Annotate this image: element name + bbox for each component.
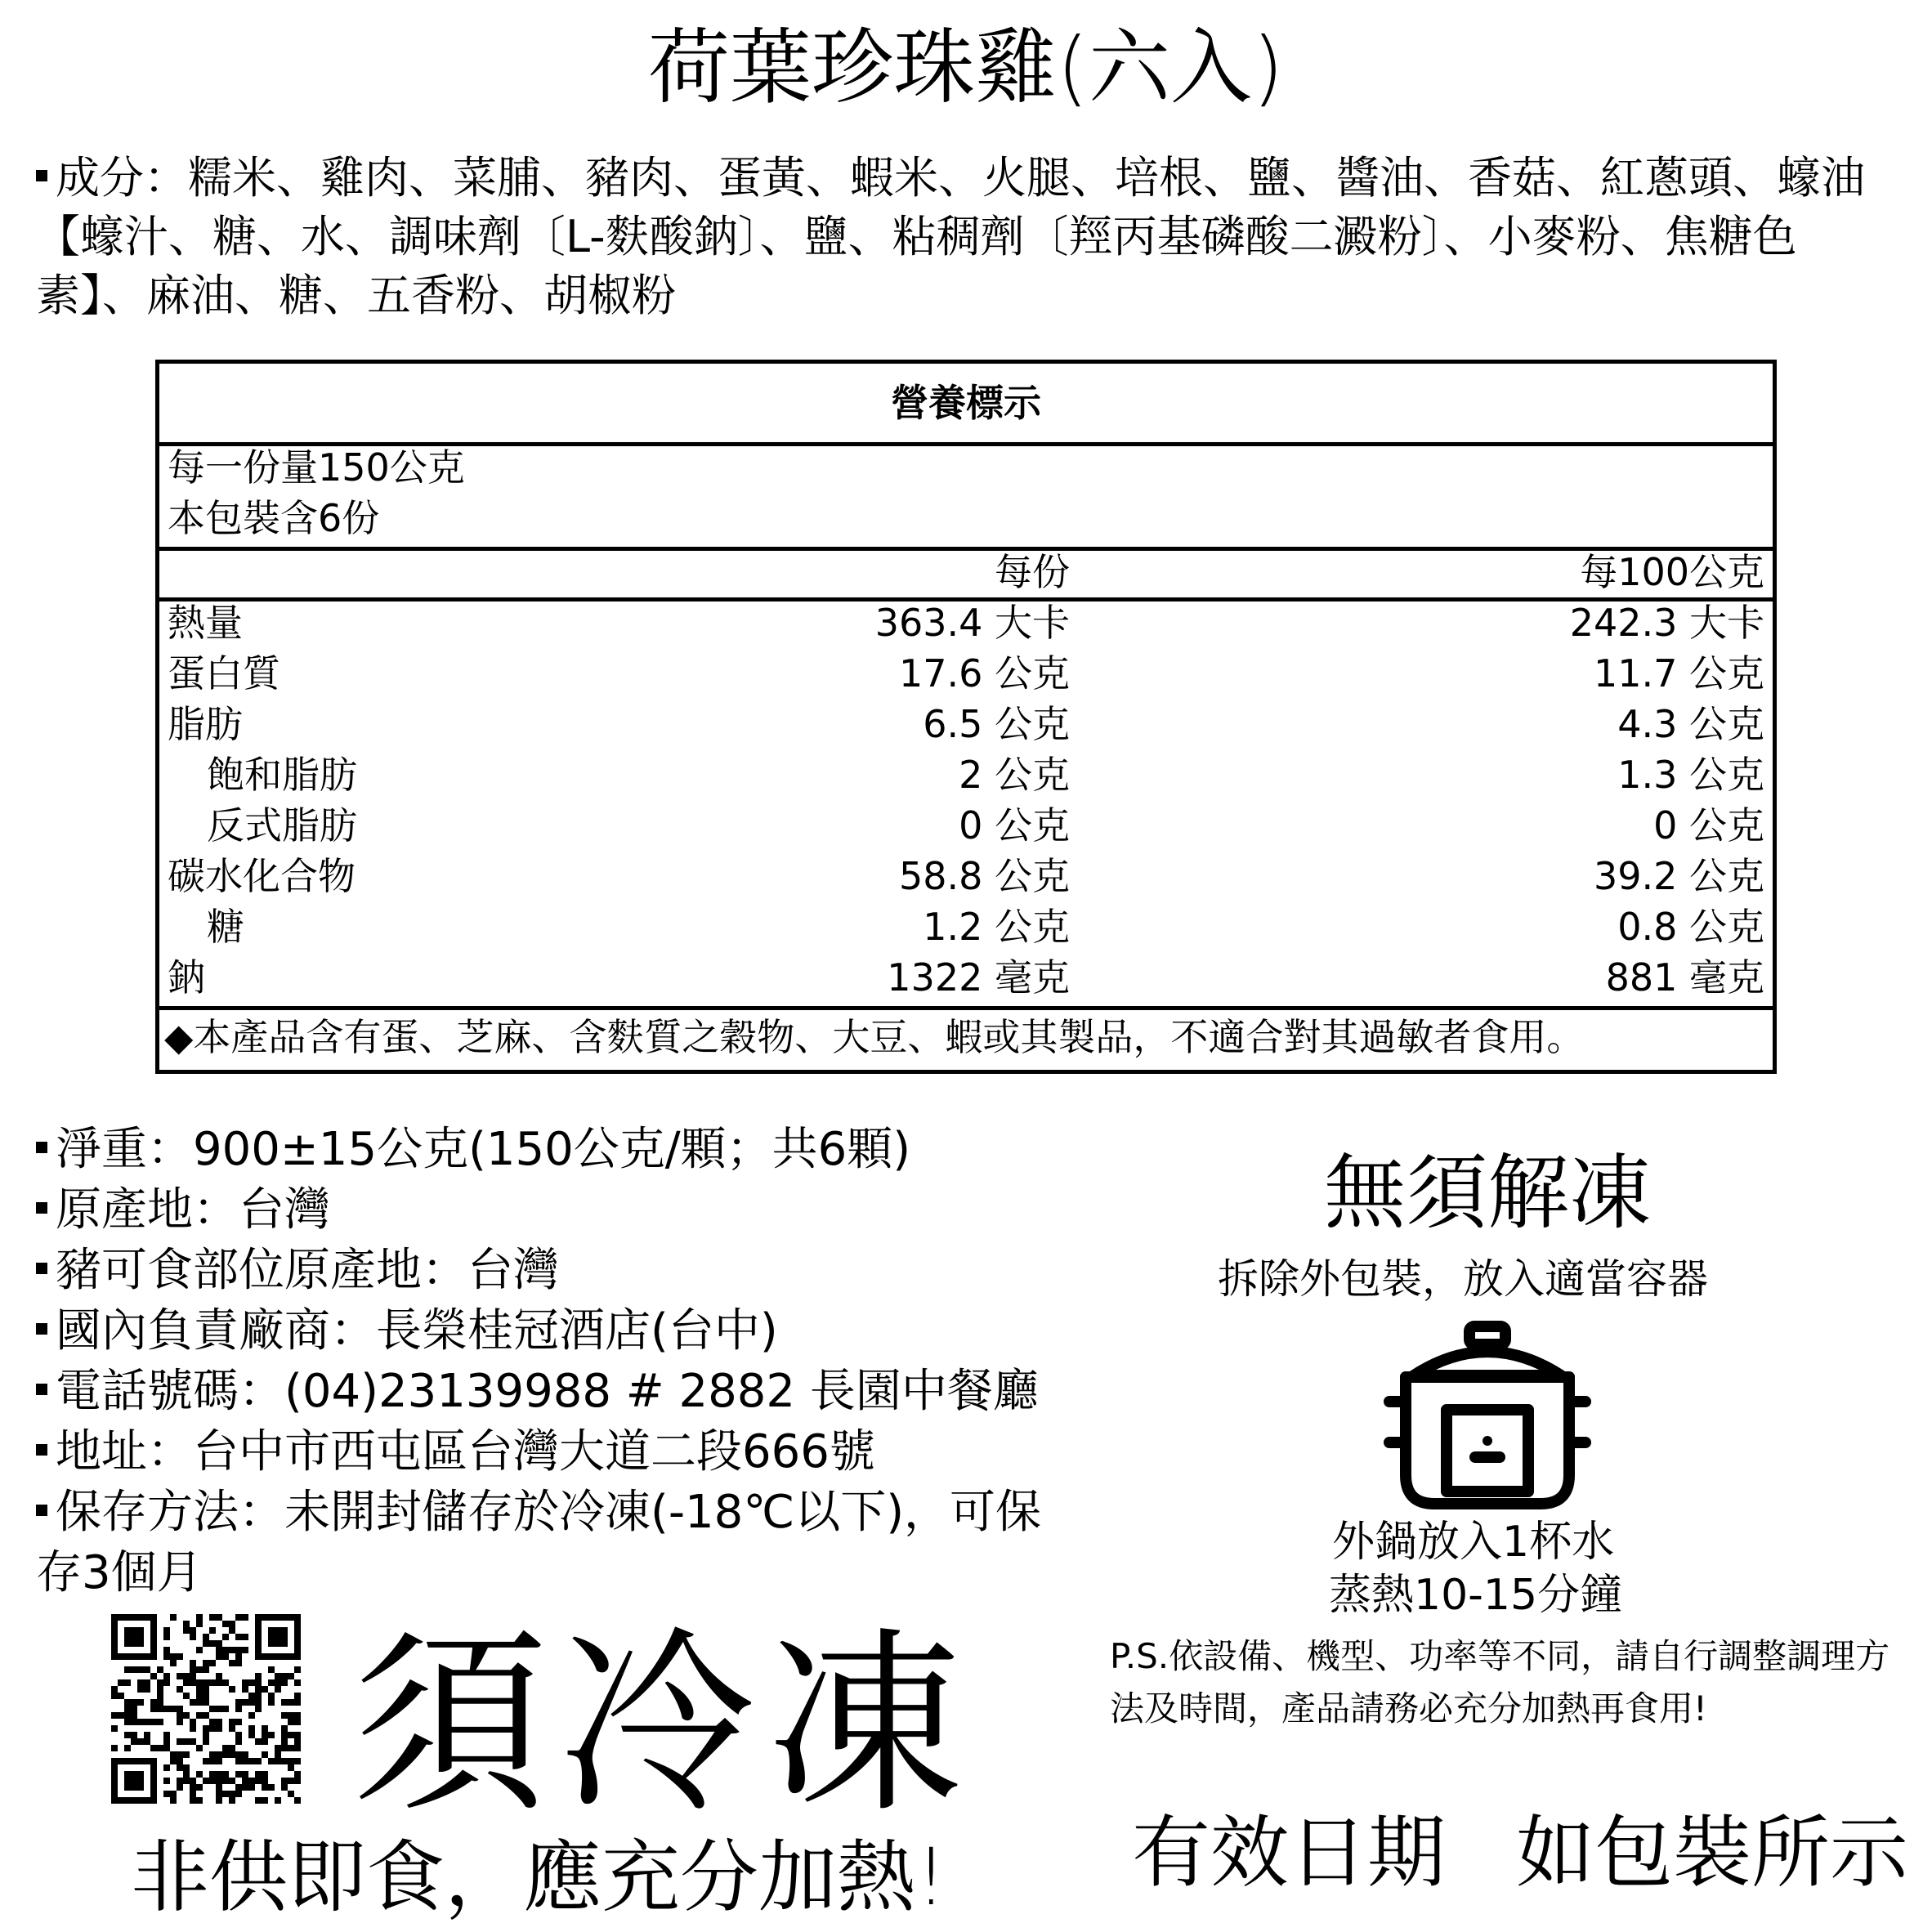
keep-frozen-label: 須冷凍 — [351, 1610, 975, 1839]
nutrient-per-100g: 39.2 公克 — [1593, 854, 1764, 898]
bullet-icon — [36, 1505, 47, 1516]
nutrient-per-100g: 0 公克 — [1653, 803, 1764, 847]
cooking-note: P.S.依設備、機型、功率等不同，請自行調整調理方法及時間，產品請務必充分加熱再食用! — [1110, 1636, 1890, 1729]
nutrient-label: 鈉 — [168, 955, 205, 1000]
nutrition-column-headers — [159, 547, 1773, 602]
nutrition-row — [159, 901, 1773, 952]
product-title: 荷葉珍珠雞(六入) — [647, 20, 1285, 115]
nutrient-label: 糖 — [207, 905, 244, 949]
nutrition-row — [159, 800, 1773, 851]
nutrient-per-100g: 242.3 大卡 — [1569, 601, 1764, 645]
allergen-notice: ◆本產品含有蛋、芝麻、含麩質之穀物、大豆、蝦或其製品，不適合對其過敏者食用。 — [159, 1006, 1773, 1074]
nutrient-label: 熱量 — [168, 601, 243, 645]
qr-code-icon — [111, 1614, 301, 1804]
cooking-step-3: 蒸熱10-15分鐘 — [1329, 1571, 1623, 1620]
nutrient-label: 飽和脂肪 — [207, 753, 357, 797]
pork-origin: 豬可食部位原產地：台灣 — [36, 1241, 1098, 1301]
nutrient-per-serving: 0 公克 — [959, 803, 1070, 847]
servings-per-pack: 本包裝含6份 — [168, 496, 380, 540]
ingredients-value: 成分：糯米、雞肉、菜脯、豬肉、蛋黃、蝦米、火腿、培根、鹽、醬油、香菇、紅蔥頭、蠔油【蠔汁、糖、水、調味劑〔L-麩酸鈉〕、鹽、粘稠劑〔羥丙基磷酸二澱粉〕、小麥粉、焦糖色素】、麻油、糖、五香粉、胡椒粉 — [36, 152, 1865, 321]
nutrient-per-serving: 58.8 公克 — [898, 854, 1070, 898]
steamer-pot-icon — [1381, 1320, 1594, 1516]
expiry-label: 有效日期 — [1132, 1807, 1446, 1898]
col-per-serving: 每份 — [995, 550, 1070, 594]
storage: 保存方法：未開封儲存於冷凍(-18℃以下)，可保存3個月 — [36, 1486, 1042, 1599]
bullet-icon — [36, 1384, 47, 1395]
nutrition-row — [159, 648, 1773, 699]
bullet-icon — [36, 1202, 47, 1214]
bullet-icon — [36, 1323, 47, 1335]
nutrient-label: 脂肪 — [168, 702, 243, 746]
manufacturer: 國內負責廠商：長榮桂冠酒店(台中) — [36, 1301, 1098, 1362]
not-ready-to-eat-label: 非供即食，應充分加熱! — [131, 1831, 947, 1923]
nutrition-row — [159, 952, 1773, 1003]
nutrient-per-100g: 0.8 公克 — [1617, 905, 1764, 949]
nutrient-label: 反式脂肪 — [207, 803, 357, 847]
nutrition-rows — [159, 597, 1773, 1006]
product-info — [36, 1120, 1098, 1603]
nutrition-table — [155, 360, 1777, 1074]
bullet-icon — [36, 170, 47, 181]
col-per-100g: 每100公克 — [1580, 550, 1764, 594]
bullet-icon — [36, 1444, 47, 1456]
cooking-step-1: 拆除外包裝，放入適當容器 — [1218, 1255, 1708, 1303]
nutrient-per-100g: 881 毫克 — [1605, 955, 1764, 1000]
serving-info — [159, 442, 1773, 551]
serving-size: 每一份量150公克 — [168, 445, 465, 490]
bullet-icon — [36, 1142, 47, 1153]
nutrient-per-serving: 363.4 大卡 — [874, 601, 1070, 645]
address: 地址：台中市西屯區台灣大道二段666號 — [36, 1422, 1098, 1483]
nutrient-per-100g: 1.3 公克 — [1617, 753, 1764, 797]
ingredients-text — [36, 149, 1899, 325]
net-weight: 淨重：900±15公克(150公克/顆；共6顆) — [36, 1120, 1098, 1180]
nutrient-per-serving: 6.5 公克 — [923, 702, 1070, 746]
no-thaw-heading: 無須解凍 — [1324, 1145, 1651, 1241]
nutrient-label: 碳水化合物 — [168, 854, 356, 898]
nutrient-per-serving: 1.2 公克 — [923, 905, 1070, 949]
origin: 原產地：台灣 — [36, 1180, 1098, 1241]
cooking-step-2: 外鍋放入1杯水 — [1332, 1518, 1615, 1567]
nutrition-heading: 營養標示 — [159, 364, 1773, 446]
nutrient-label: 蛋白質 — [168, 651, 280, 695]
nutrition-row — [159, 597, 1773, 648]
expiry-value: 如包裝所示 — [1516, 1807, 1908, 1898]
nutrient-per-100g: 4.3 公克 — [1617, 702, 1764, 746]
nutrition-row — [159, 699, 1773, 749]
nutrition-row — [159, 851, 1773, 901]
phone: 電話號碼：(04)23139988 # 2882 長園中餐廳 — [36, 1362, 1098, 1422]
nutrient-per-100g: 11.7 公克 — [1593, 651, 1764, 695]
nutrition-row — [159, 749, 1773, 800]
nutrient-per-serving: 17.6 公克 — [898, 651, 1070, 695]
nutrient-per-serving: 1322 毫克 — [887, 955, 1070, 1000]
bullet-icon — [36, 1263, 47, 1274]
nutrient-per-serving: 2 公克 — [959, 753, 1070, 797]
